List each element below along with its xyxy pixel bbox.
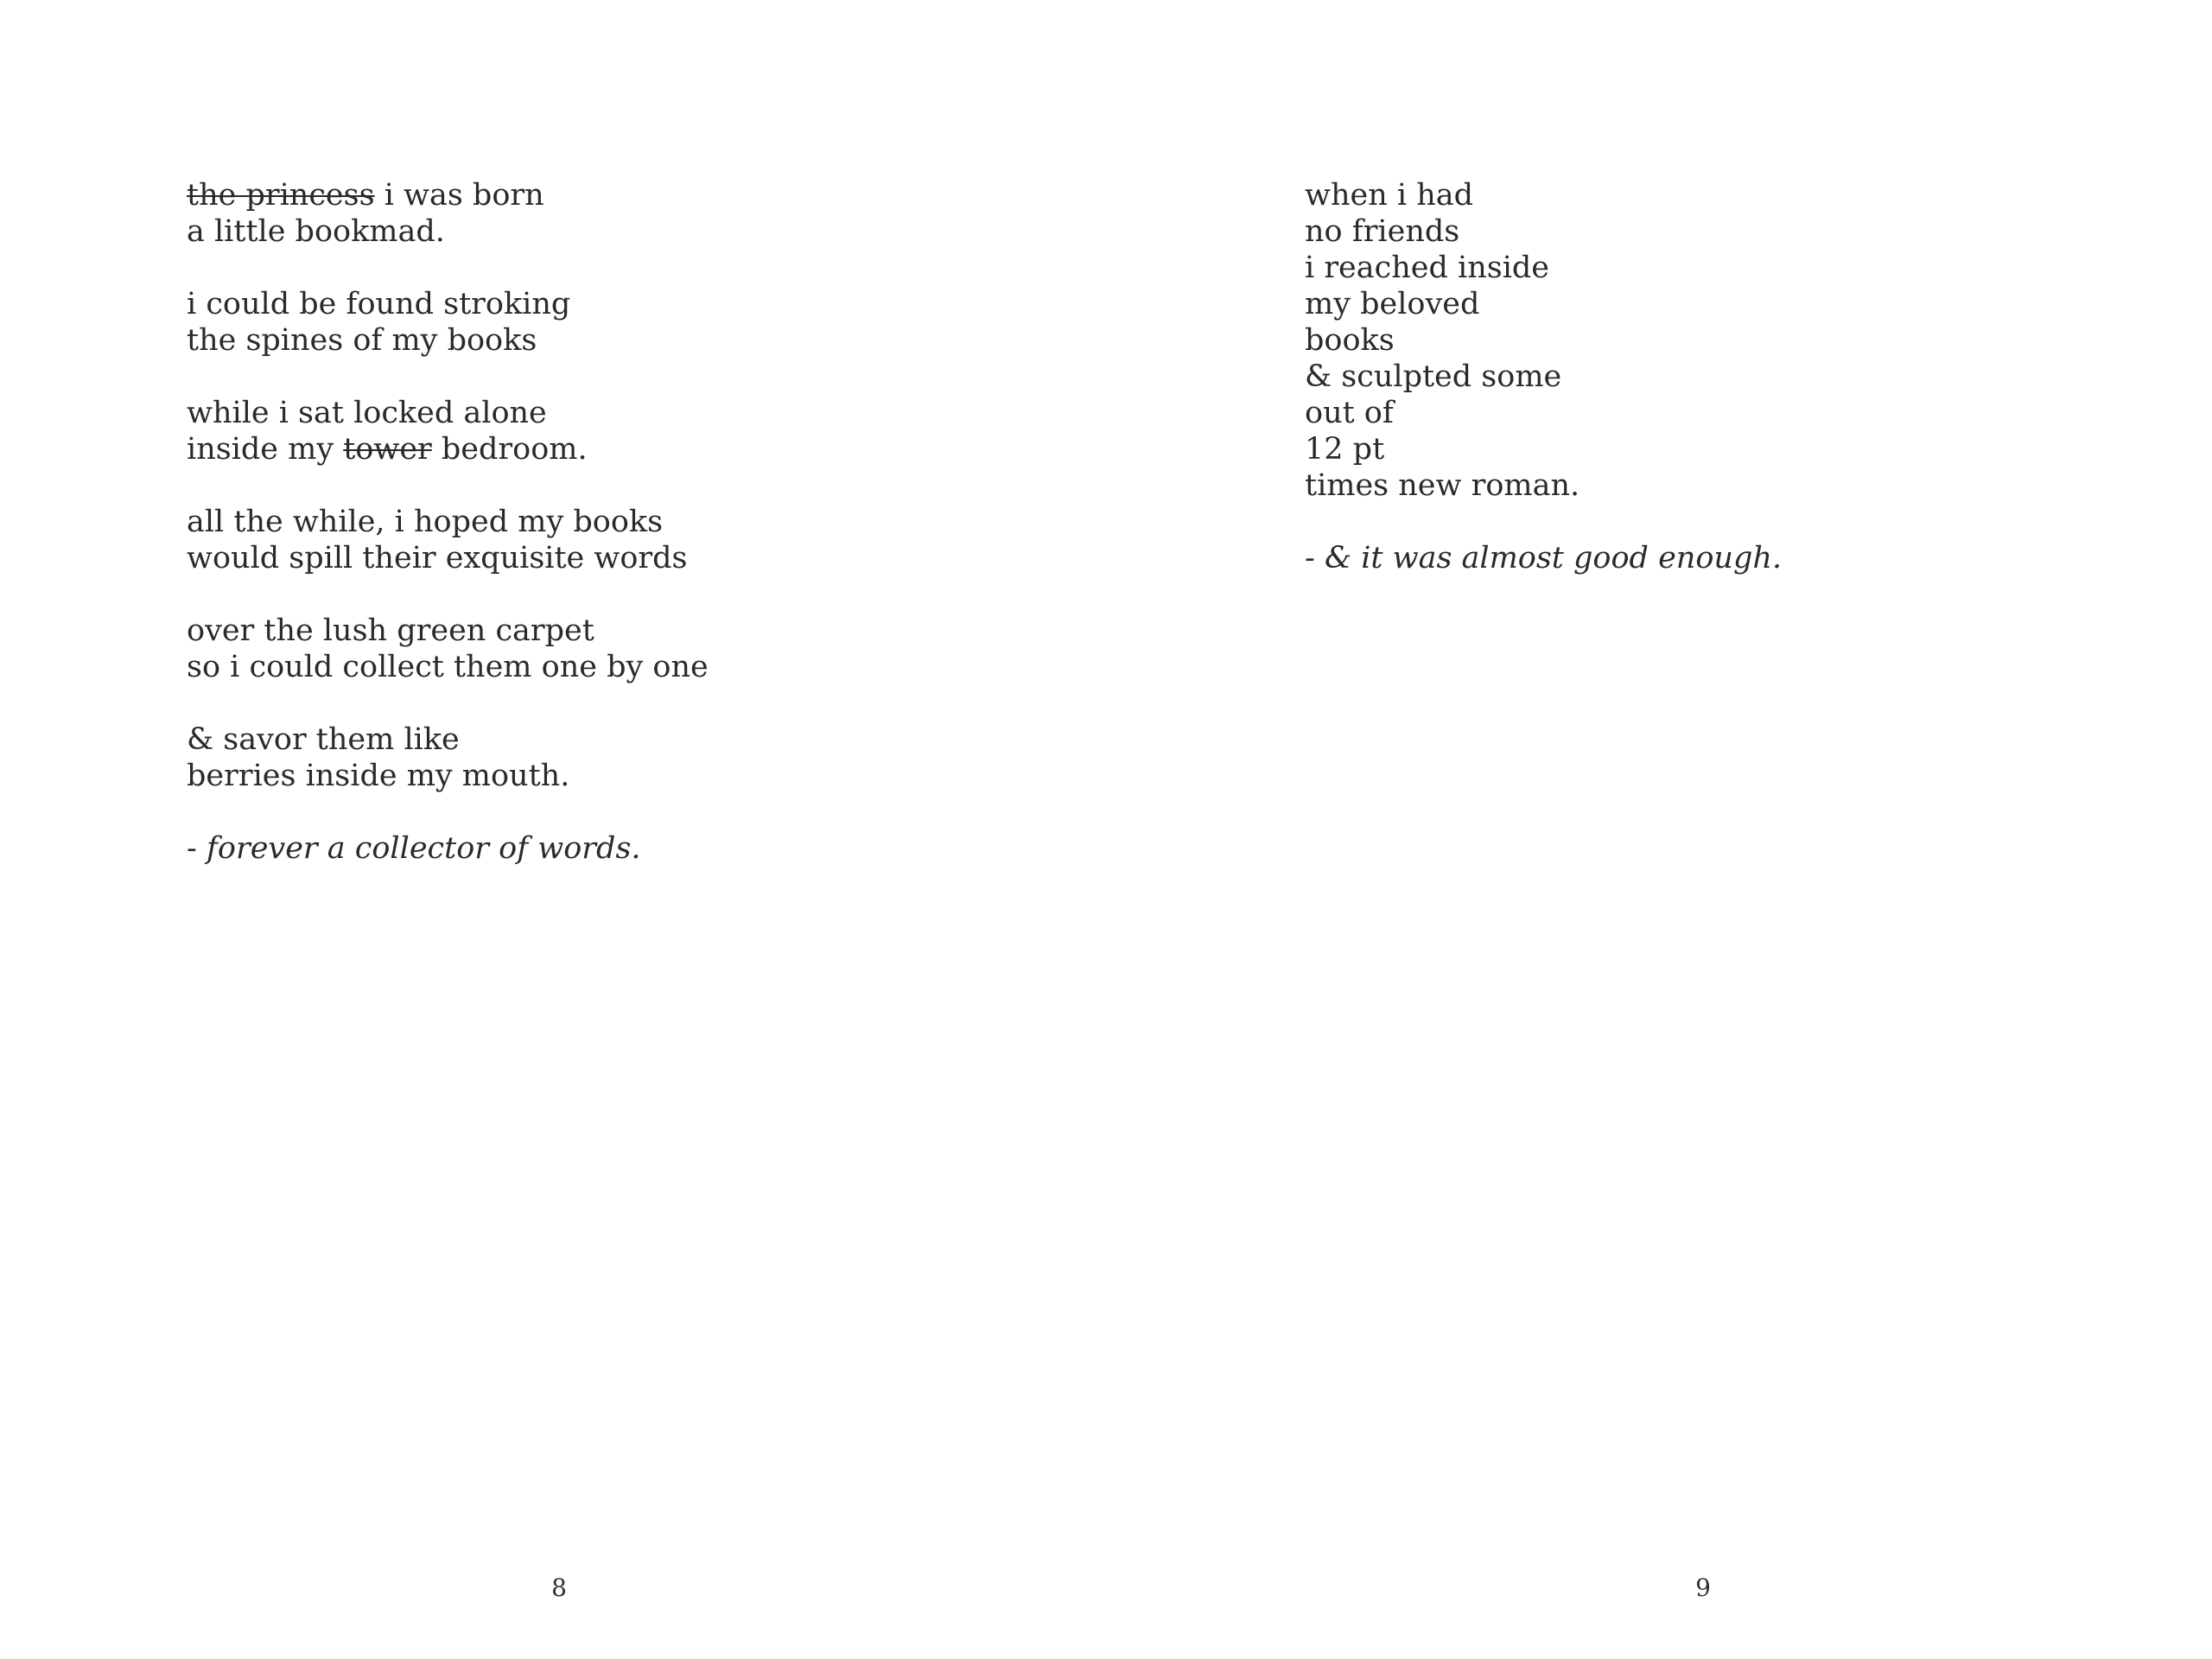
poem-line: so i could collect them one by one bbox=[187, 650, 709, 684]
poem-collector-of-words bbox=[187, 177, 709, 867]
attribution-text: forever a collector of words. bbox=[206, 831, 641, 866]
struck-text: tower bbox=[343, 432, 432, 467]
line-text: bedroom. bbox=[431, 432, 588, 467]
poem-line: all the while, i hoped my books bbox=[187, 505, 664, 539]
poem-attribution bbox=[187, 830, 709, 867]
page-number: 9 bbox=[1695, 1573, 1711, 1602]
poem-line: books bbox=[1305, 323, 1395, 358]
poem-line bbox=[187, 177, 709, 213]
stanza-5 bbox=[187, 613, 709, 685]
poem-line: & savor them like bbox=[187, 722, 460, 757]
poem-line: my beloved bbox=[1305, 287, 1480, 321]
poem-line: when i had bbox=[1305, 178, 1474, 213]
poem-line: i reached inside bbox=[1305, 251, 1550, 285]
poem-line: while i sat locked alone bbox=[187, 396, 547, 430]
stanza-1 bbox=[187, 177, 709, 250]
poem-line: over the lush green carpet bbox=[187, 613, 594, 648]
poem-almost-good-enough bbox=[1305, 177, 1782, 576]
stanza-4 bbox=[187, 504, 709, 576]
stanza-2 bbox=[187, 286, 709, 359]
poem-line bbox=[187, 431, 709, 467]
poem-line: no friends bbox=[1305, 214, 1460, 249]
right-page bbox=[1106, 0, 2212, 1659]
poem-line: would spill their exquisite words bbox=[187, 541, 688, 575]
poem-line: times new roman. bbox=[1305, 468, 1580, 503]
stanza-3 bbox=[187, 395, 709, 467]
poem-line: the spines of my books bbox=[187, 323, 537, 358]
line-text: i was born bbox=[374, 178, 544, 213]
struck-text: the princess bbox=[187, 178, 375, 213]
attribution-dash: - bbox=[187, 831, 207, 866]
stanza-1 bbox=[1305, 177, 1782, 504]
poem-line: berries inside my mouth. bbox=[187, 759, 570, 793]
poem-line: a little bookmad. bbox=[187, 214, 445, 249]
stanza-6 bbox=[187, 721, 709, 794]
poem-attribution: - & it was almost good enough. bbox=[1305, 541, 1783, 575]
poem-line: & sculpted some bbox=[1305, 359, 1562, 394]
poem-line: 12 pt bbox=[1305, 432, 1385, 467]
line-text: inside my bbox=[187, 432, 344, 467]
page-number: 8 bbox=[551, 1573, 567, 1602]
poem-line: i could be found stroking bbox=[187, 287, 571, 321]
poem-line: out of bbox=[1305, 396, 1394, 430]
